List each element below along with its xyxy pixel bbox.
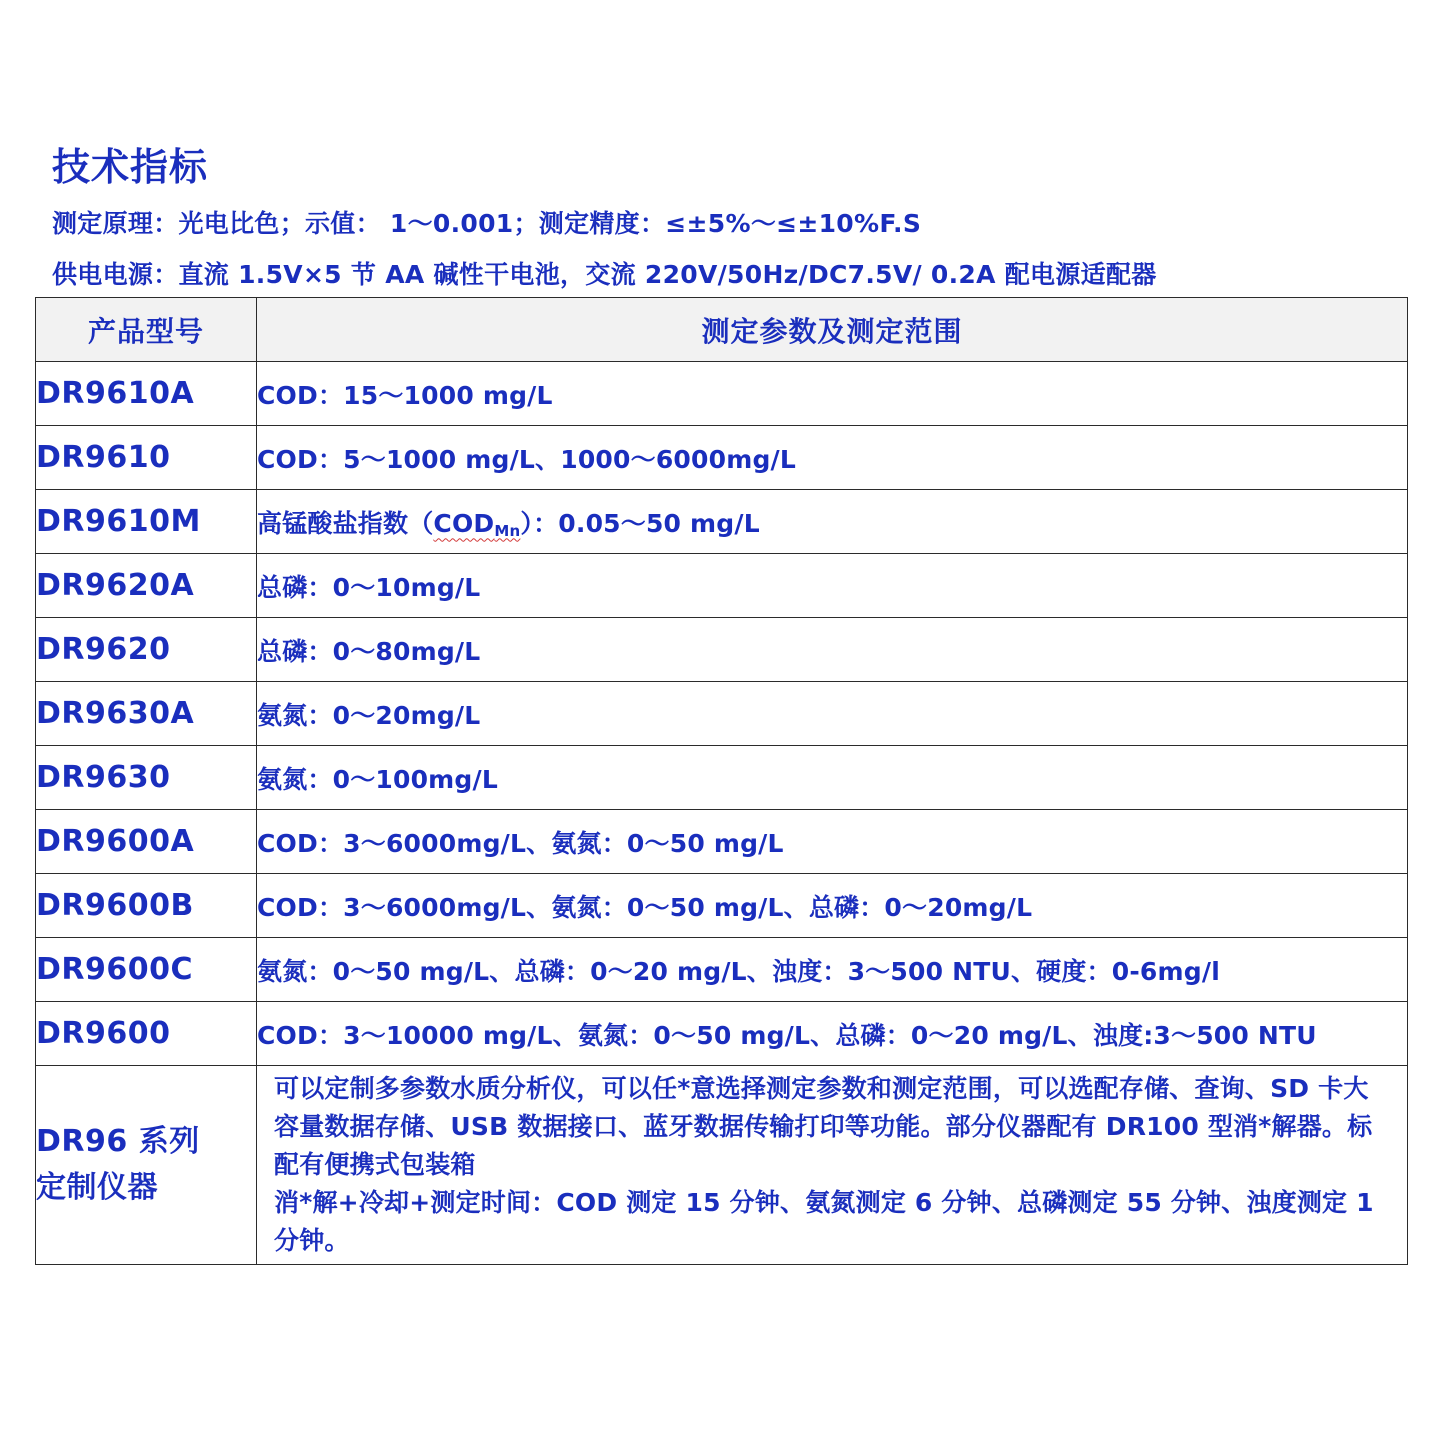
model-cell: DR9630 <box>36 746 257 810</box>
table-row <box>36 874 1408 938</box>
header-params: 测定参数及测定范围 <box>257 298 1408 362</box>
model-cell: DR9620 <box>36 618 257 682</box>
model-cell: DR9600B <box>36 874 257 938</box>
custom-timing: 消*解+冷却+测定时间：COD 测定 15 分钟、氨氮测定 6 分钟、总磷测定 55 分钟、浊度测定 1 分钟。 <box>274 1188 1374 1255</box>
param-suffix: ）：0.05～50 mg/L <box>520 508 760 538</box>
param-prefix: 高锰酸盐指数（ <box>257 508 434 538</box>
measurement-principle-line: 测定原理：光电比色；示值： 1～0.001；测定精度：≤±5%～≤±10%F.S <box>52 209 922 238</box>
custom-model-line1: DR96 系列 <box>36 1124 200 1159</box>
model-cell: DR9600A <box>36 810 257 874</box>
page-title: 技术指标 <box>52 145 209 189</box>
custom-description: 可以定制多参数水质分析仪，可以任*意选择测定参数和测定范围，可以选配存储、查询、SD 卡大容量数据存储、USB 数据接口、蓝牙数据传输打印等功能。部分仪器配有 DR100 型消*解器。标配有便携式包装箱 <box>274 1074 1373 1179</box>
model-cell: DR9610 <box>36 426 257 490</box>
model-cell: DR9620A <box>36 554 257 618</box>
header-model: 产品型号 <box>36 298 257 362</box>
mn-subscript: Mn <box>494 521 521 540</box>
param-cell <box>257 490 1408 554</box>
table-row <box>36 426 1408 490</box>
table-row <box>36 362 1408 426</box>
model-cell: DR9610A <box>36 362 257 426</box>
table-row <box>36 618 1408 682</box>
model-cell: DR9600C <box>36 938 257 1002</box>
power-supply-line: 供电电源：直流 1.5V×5 节 AA 碱性干电池，交流 220V/50Hz/DC7.5V/ 0.2A 配电源适配器 <box>52 260 1157 289</box>
param-cell: 氨氮：0～100mg/L <box>257 746 1408 810</box>
custom-model-line2: 定制仪器 <box>36 1170 158 1205</box>
model-cell: DR9610M <box>36 490 257 554</box>
table-row <box>36 554 1408 618</box>
custom-model-cell <box>36 1066 257 1265</box>
param-cell: 氨氮：0～50 mg/L、总磷：0～20 mg/L、浊度：3～500 NTU、硬度：0-6mg/l <box>257 938 1408 1002</box>
model-cell: DR9600 <box>36 1002 257 1066</box>
table-row <box>36 1002 1408 1066</box>
cod-mn-label <box>433 509 520 538</box>
custom-param-cell <box>257 1066 1408 1265</box>
param-cell: 总磷：0～10mg/L <box>257 554 1408 618</box>
cod-code: COD <box>433 508 495 538</box>
spec-table <box>35 297 1408 1265</box>
model-cell: DR9630A <box>36 682 257 746</box>
table-row <box>36 746 1408 810</box>
table-row <box>36 682 1408 746</box>
param-cell: COD：3～6000mg/L、氨氮：0～50 mg/L <box>257 810 1408 874</box>
param-cell: 总磷：0～80mg/L <box>257 618 1408 682</box>
param-cell: 氨氮：0～20mg/L <box>257 682 1408 746</box>
table-row <box>36 810 1408 874</box>
param-cell: COD：15～1000 mg/L <box>257 362 1408 426</box>
table-row-custom <box>36 1066 1408 1265</box>
param-cell: COD：3～6000mg/L、氨氮：0～50 mg/L、总磷：0～20mg/L <box>257 874 1408 938</box>
table-header-row <box>36 298 1408 362</box>
table-row <box>36 938 1408 1002</box>
param-cell: COD：5～1000 mg/L、1000～6000mg/L <box>257 426 1408 490</box>
param-cell: COD：3～10000 mg/L、氨氮：0～50 mg/L、总磷：0～20 mg/L、浊度:3～500 NTU <box>257 1002 1408 1066</box>
table-row <box>36 490 1408 554</box>
